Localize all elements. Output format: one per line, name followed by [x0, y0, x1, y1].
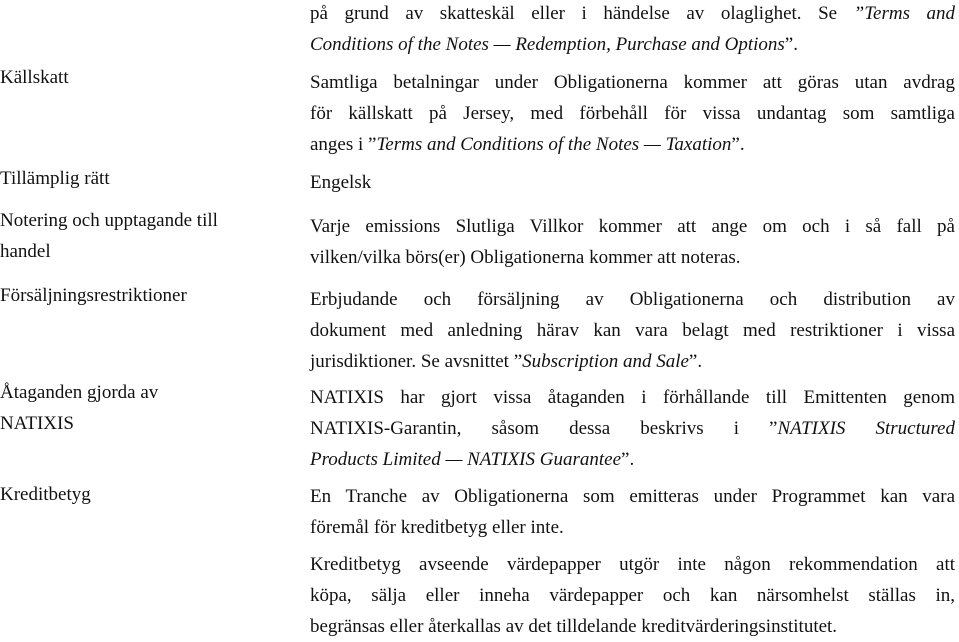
paragraph-line: Varje emissions Slutliga Villkor kommer att ange om och i så fall på: [310, 216, 955, 237]
paragraph-line: dokument med anledning härav kan vara belagt med restriktioner i vissa: [310, 320, 955, 341]
label-ataganden-line-1: Åtaganden gjorda av: [0, 382, 159, 403]
paragraph-line: anges i ”Terms and Conditions of the Notes — Taxation”.: [310, 134, 745, 155]
label-kreditbetyg: Kreditbetyg: [0, 484, 91, 505]
paragraph-line: En Tranche av Obligationerna som emitteras under Programmet kan vara: [310, 486, 955, 507]
paragraph-line: Kreditbetyg avseende värdepapper utgör inte någon rekommendation att: [310, 554, 955, 575]
paragraph-ataganden: [310, 382, 955, 475]
paragraph-notering: [310, 211, 955, 273]
paragraph-line: Engelsk: [310, 172, 372, 193]
paragraph-line: Samtliga betalningar under Obligationerna kommer att göras utan avdrag: [310, 72, 955, 93]
paragraph-redemption: [310, 0, 955, 60]
paragraph-line: jurisdiktioner. Se avsnittet ”Subscription and Sale”.: [310, 351, 703, 372]
paragraph-forsaljning: [310, 284, 955, 377]
paragraph-line: vilken/vilka börs(er) Obligationerna kommer att noteras.: [310, 247, 741, 268]
paragraph-kreditbetyg-2: [310, 549, 955, 642]
label-tillamplig-ratt: Tillämplig rätt: [0, 168, 110, 189]
label-forsaljningsrestriktioner: Försäljningsrestriktioner: [0, 285, 187, 306]
paragraph-line: Products Limited — NATIXIS Guarantee”.: [310, 449, 635, 470]
paragraph-kallskatt: [310, 67, 955, 160]
label-notering-line-1: Notering och upptagande till: [0, 210, 218, 231]
paragraph-line: föremål för kreditbetyg eller inte.: [310, 517, 564, 538]
label-ataganden: [0, 377, 290, 439]
label-notering: [0, 205, 290, 267]
paragraph-tillamplig-ratt: [310, 167, 955, 198]
label-ataganden-line-2: NATIXIS: [0, 413, 74, 434]
paragraph-line: på grund av skatteskäl eller i händelse av olaglighet. Se ”Terms and: [310, 3, 955, 24]
paragraph-line: köpa, sälja eller inneha värdepapper och kan närsomhelst ställas in,: [310, 585, 955, 606]
paragraph-line: för källskatt på Jersey, med förbehåll för vissa undantag som samtliga: [310, 103, 955, 124]
paragraph-line: Erbjudande och försäljning av Obligationerna och distribution av: [310, 289, 955, 310]
label-notering-line-2: handel: [0, 241, 51, 262]
label-kallskatt: Källskatt: [0, 67, 69, 88]
paragraph-line: Conditions of the Notes — Redemption, Purchase and Options”.: [310, 34, 798, 55]
paragraph-line: NATIXIS har gjort vissa åtaganden i förhållande till Emittenten genom: [310, 387, 955, 408]
paragraph-kreditbetyg-1: [310, 481, 955, 543]
paragraph-line: begränsas eller återkallas av det tilldelande kreditvärderingsinstitutet.: [310, 616, 838, 637]
paragraph-line: NATIXIS-Garantin, såsom dessa beskrivs i ”NATIXIS Structured: [310, 418, 955, 439]
